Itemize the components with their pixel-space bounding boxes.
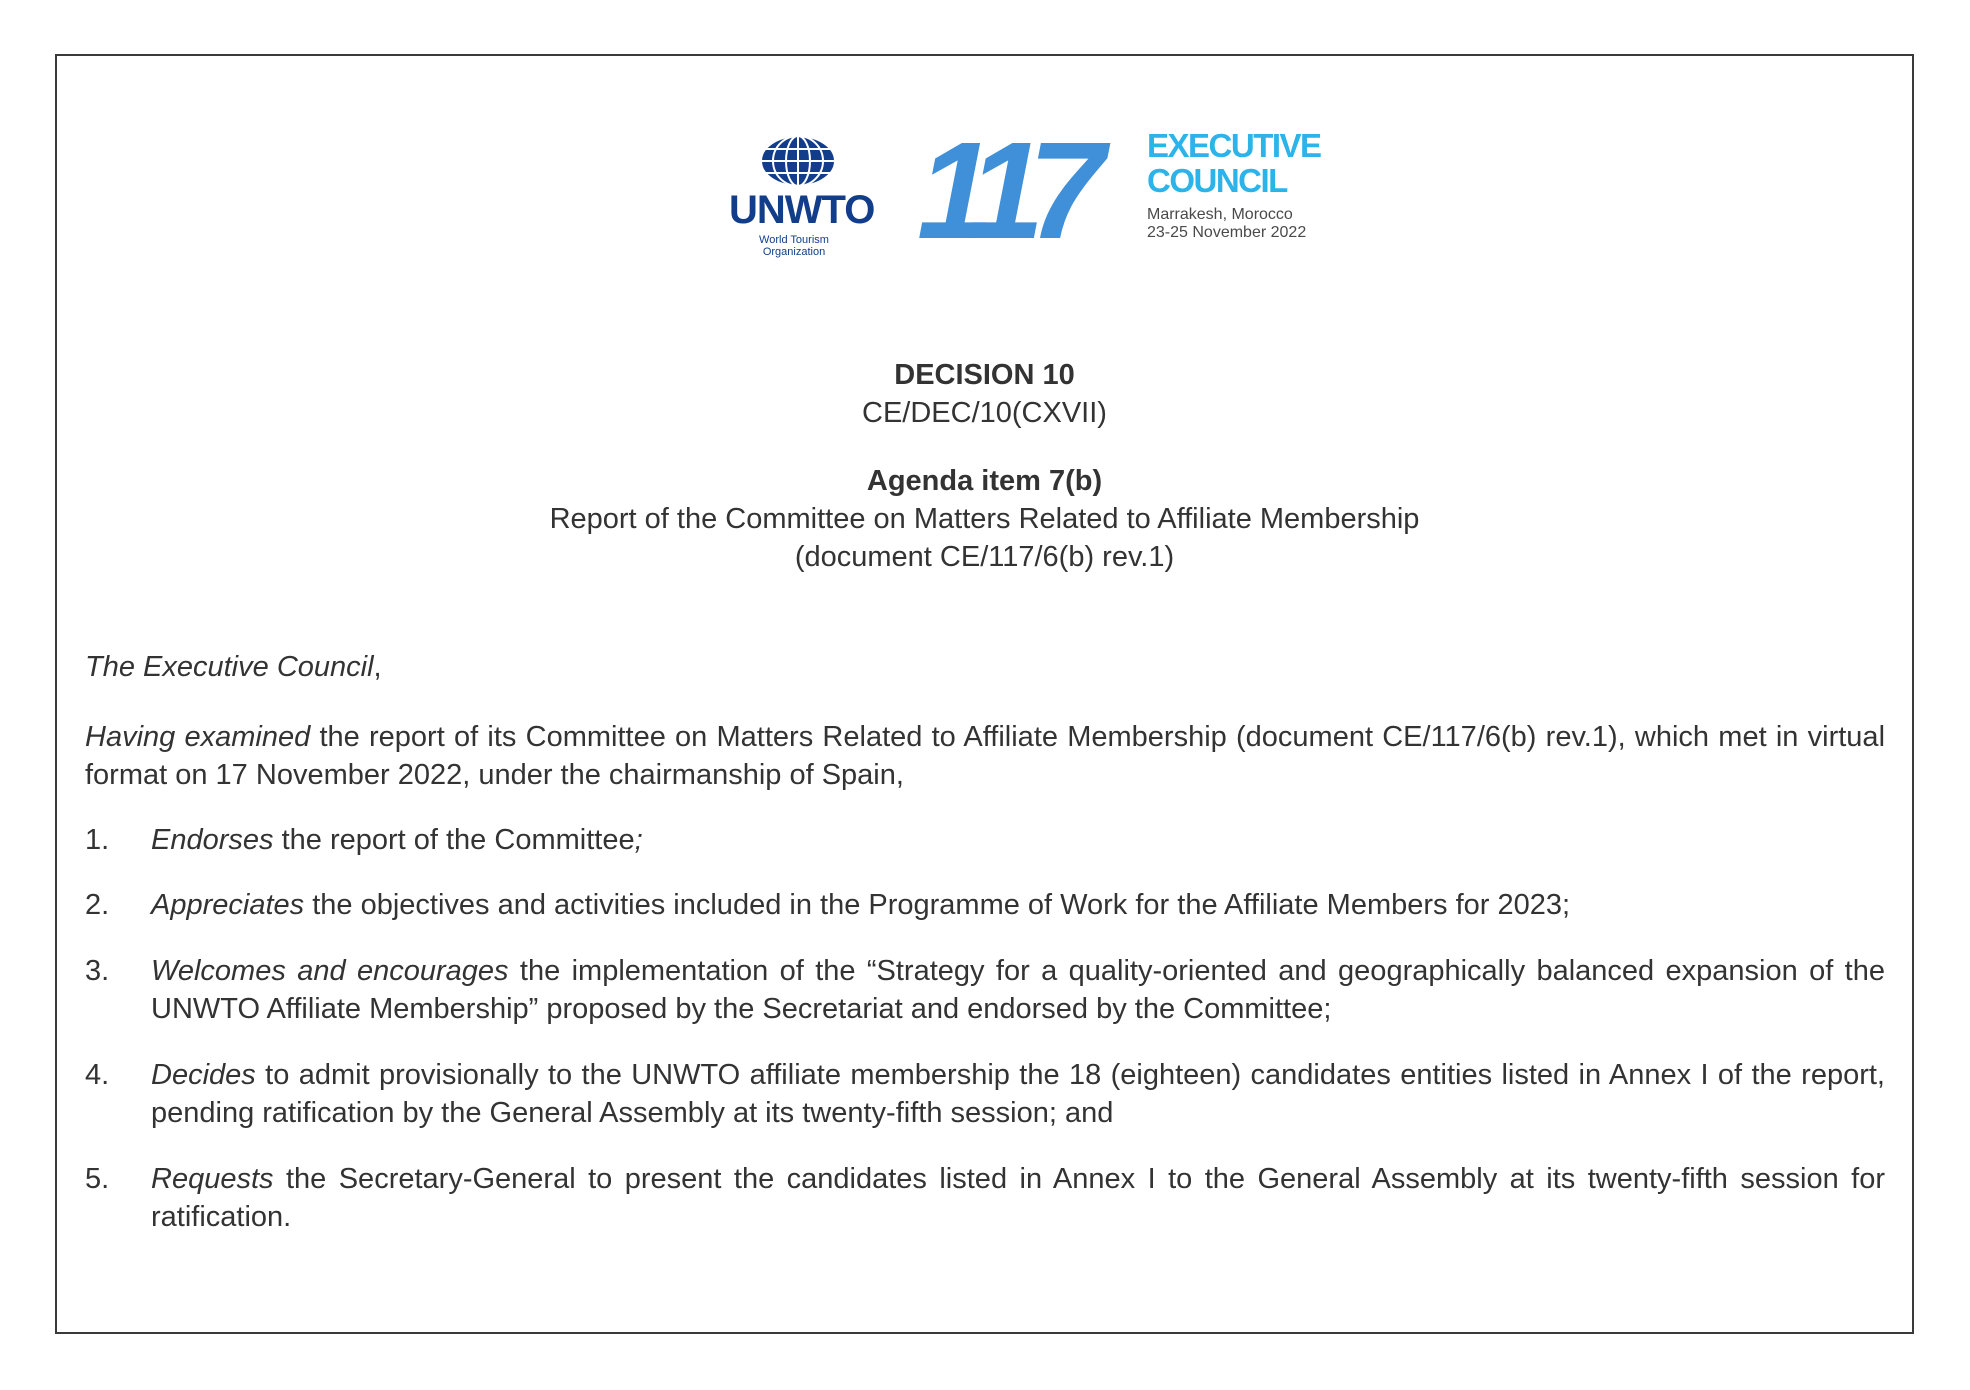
item-verb: Endorses [151,824,274,856]
council-italic: The Executive Council [85,651,374,683]
item-body: the Secretary-General to present the candidates listed in Annex I to the General Assembly at its twenty-fifth session for ratification. [151,1163,1885,1233]
agenda-item: Agenda item 7(b) [866,465,1103,497]
council-number-graphic [917,134,1137,246]
report-title: Report of the Committee on Matters Related to Affiliate Membership [549,503,1420,535]
preamble-council [85,648,1885,686]
item-body: the objectives and activities included in the Programme of Work for the Affiliate Members for 2023; [304,889,1571,921]
item-verb: Requests [151,1163,274,1195]
decision-title: DECISION 10 [894,359,1075,391]
council-title-line2: COUNCIL [1147,162,1287,199]
decision-code: CE/DEC/10(CXVII) [862,397,1107,429]
council-dates: 23-25 November 2022 [1147,224,1307,241]
item-verb: Appreciates [151,889,305,921]
item-text [151,1160,1885,1236]
having-italic: Having examined [85,721,311,753]
item-body: the report of the Committee [273,824,635,856]
item-text [151,952,1885,1028]
preamble-having-examined [85,718,1885,794]
unwto-logo [729,134,875,258]
item-number: 1. [85,824,110,856]
item-text [151,1056,1885,1132]
council-title-line1: EXECUTIVE [1147,127,1321,164]
item-body: to admit provisionally to the UNWTO affiliate membership the 18 (eighteen) candidates entities listed in Annex I of the report, pending ratification by the General Assembly at its twenty-fifth session; and [151,1059,1885,1129]
item-tail: ; [634,824,643,856]
executive-council-logo [917,128,1337,298]
unwto-subtitle: World Tourism Organization [759,234,829,258]
unwto-wordmark: UNWTO [729,188,875,232]
item-body: the implementation of the “Strategy for a quality-oriented and geographically balanced expansion of the UNWTO Affiliate Membership” proposed by the Secretariat and endorsed by the Committee; [151,955,1885,1025]
having-text: the report of its Committee on Matters Related to Affiliate Membership (document CE/117/6(b) rev.1), which met in virtual format on 17 November 2022, under the chairmanship of Spain, [85,721,1886,791]
item-text [151,821,1885,859]
item-verb: Decides [151,1059,256,1091]
item-text [151,886,1885,924]
council-location: Marrakesh, Morocco [1147,206,1293,223]
council-title [1147,128,1321,198]
item-number: 3. [85,955,110,987]
globe-icon [759,134,837,188]
item-verb: Welcomes and encourages [151,955,509,987]
item-number: 4. [85,1059,110,1091]
item-number: 2. [85,889,110,921]
council-number: 117 [917,134,1090,246]
item-number: 5. [85,1163,110,1195]
document-frame [55,54,1914,1334]
council-venue [1147,206,1306,242]
document-reference: (document CE/117/6(b) rev.1) [794,541,1175,573]
council-tail: , [373,651,382,683]
logo-header [57,56,1912,316]
